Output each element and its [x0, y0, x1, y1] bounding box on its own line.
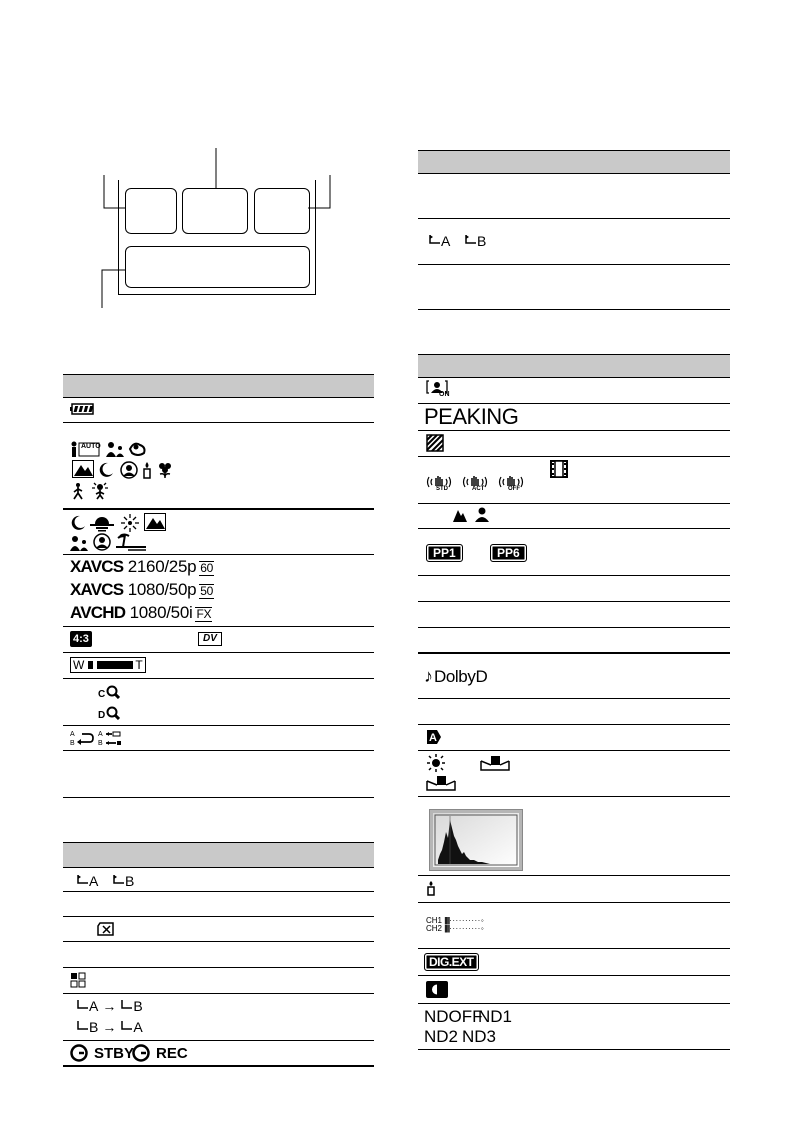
steadyshot-standard-icon: STD	[426, 474, 452, 492]
dv-label: DV	[198, 632, 222, 646]
digital-zoom-icon: D	[98, 704, 120, 721]
beach-icon	[116, 533, 146, 551]
rec-format-line-1: XAVCS 2160/25p 60	[70, 557, 214, 576]
row-divider	[418, 698, 730, 699]
row-divider	[63, 891, 374, 892]
row-divider	[418, 627, 730, 628]
row-divider	[418, 218, 730, 219]
row-divider	[418, 948, 730, 949]
steadyshot-active-icon: ACT	[462, 474, 488, 492]
focus-infinity-icon	[452, 507, 468, 523]
row-divider	[418, 601, 730, 602]
night-scene-icon	[70, 515, 86, 531]
row-divider	[418, 875, 730, 876]
row-divider	[418, 724, 730, 725]
row-divider	[418, 1049, 730, 1050]
row-divider	[63, 652, 374, 653]
row-divider	[418, 575, 730, 576]
media-a-icon: A	[428, 233, 450, 249]
nd-filter-2-icon: ND2	[424, 1027, 459, 1046]
auto-label: AUTO	[81, 443, 101, 450]
dv-icon	[198, 632, 222, 646]
copy-b-to-a-icon: B → A	[76, 1019, 143, 1035]
candle-icon	[426, 880, 436, 896]
svg-text:A: A	[429, 732, 437, 744]
row-divider	[63, 797, 374, 798]
walking-person-icon	[70, 482, 86, 500]
nd-filter-3-icon: ND3	[462, 1027, 497, 1046]
table-header-left-2	[63, 842, 374, 868]
histogram-icon	[429, 809, 523, 871]
night-portrait-icon	[93, 533, 111, 551]
row-divider	[418, 456, 730, 457]
media-b-icon: B	[112, 873, 134, 889]
row-divider	[63, 422, 374, 423]
row-divider	[63, 750, 374, 751]
portrait-scene-icon	[70, 535, 90, 551]
stream-standby-icon: STBY	[70, 1044, 134, 1062]
svg-text:A: A	[98, 731, 103, 738]
macro-flower-icon	[157, 461, 173, 479]
row-divider	[63, 1040, 374, 1041]
nd-filter-1-icon: ND1	[478, 1007, 513, 1026]
row-divider	[63, 1065, 374, 1067]
landscape-scene-icon	[72, 460, 94, 478]
spotlight-person-icon	[90, 482, 110, 500]
landscape-scene-icon	[144, 513, 166, 531]
zebra-icon	[426, 434, 444, 452]
baby-scene-icon	[128, 441, 148, 457]
sunrise-sunset-icon	[90, 514, 114, 532]
row-divider	[63, 941, 374, 942]
spotlight-icon	[426, 776, 456, 792]
spotlight-icon	[480, 756, 510, 772]
row-divider	[418, 1003, 730, 1004]
svg-text:B: B	[98, 740, 103, 747]
row-divider	[63, 626, 374, 627]
digital-extender-icon: DIG.EXT	[424, 953, 479, 971]
row-divider	[63, 678, 374, 679]
picture-profile-6-icon: PP6	[490, 544, 527, 562]
svg-text:A: A	[70, 731, 75, 738]
table-header-left-1	[63, 374, 374, 398]
fireworks-icon	[120, 513, 140, 533]
rec-format-line-3: AVCHD 1080/50i FX	[70, 603, 212, 622]
zoom-bar-icon: W T	[70, 657, 146, 673]
media-a-icon: A	[76, 873, 98, 889]
film-icon	[550, 460, 568, 478]
intelligent-auto-icon	[70, 440, 100, 458]
peaking-icon: PEAKING	[424, 404, 519, 429]
audio-level-meter-icon: CH1 ||||··········◦ CH2 ||||··········◦	[426, 916, 484, 933]
row-divider	[418, 652, 730, 654]
iris-icon	[426, 981, 448, 998]
row-divider	[418, 503, 730, 504]
svg-text:B: B	[70, 740, 75, 747]
row-divider	[418, 309, 730, 310]
copy-a-to-b-icon: A → B	[76, 998, 143, 1014]
picture-profile-1-icon: PP1	[426, 544, 463, 562]
row-divider	[63, 508, 374, 510]
dolby-digital-icon: ♪ DolbyD	[424, 666, 488, 686]
relay-rec-icon	[70, 729, 94, 747]
night-scene-icon	[98, 462, 114, 478]
table-header-right-1	[418, 150, 730, 174]
row-divider	[418, 796, 730, 797]
media-b-icon: B	[464, 233, 486, 249]
diagram-callout-lines	[90, 140, 350, 315]
row-divider	[63, 725, 374, 726]
index-grid-icon	[70, 972, 86, 988]
row-divider	[418, 750, 730, 751]
backlight-sun-icon	[426, 754, 446, 772]
battery-icon	[70, 403, 94, 415]
auto-exposure-icon	[426, 729, 442, 745]
steadyshot-off-icon: OFF	[498, 474, 524, 492]
night-portrait-icon	[120, 461, 138, 479]
face-detection-on-icon: ON	[426, 380, 452, 400]
aspect-43-icon: 4:3	[70, 631, 92, 647]
focus-person-icon	[474, 507, 490, 523]
candle-icon	[142, 461, 152, 479]
row-divider	[63, 554, 374, 555]
stream-rec-icon: REC	[132, 1044, 188, 1062]
row-divider	[418, 430, 730, 431]
row-divider	[418, 975, 730, 976]
simultaneous-rec-icon	[98, 729, 122, 747]
row-divider	[63, 993, 374, 994]
rec-format-line-2: XAVCS 1080/50p 50	[70, 580, 214, 599]
nd-filter-off-icon: NDOFF	[424, 1007, 483, 1026]
row-divider	[418, 528, 730, 529]
no-memory-card-icon	[96, 921, 118, 937]
table-header-right-2	[418, 354, 730, 378]
row-divider	[63, 916, 374, 917]
clear-image-zoom-icon: C	[98, 683, 120, 700]
row-divider	[418, 264, 730, 265]
row-divider	[418, 902, 730, 903]
portrait-scene-icon	[106, 441, 126, 457]
row-divider	[63, 967, 374, 968]
